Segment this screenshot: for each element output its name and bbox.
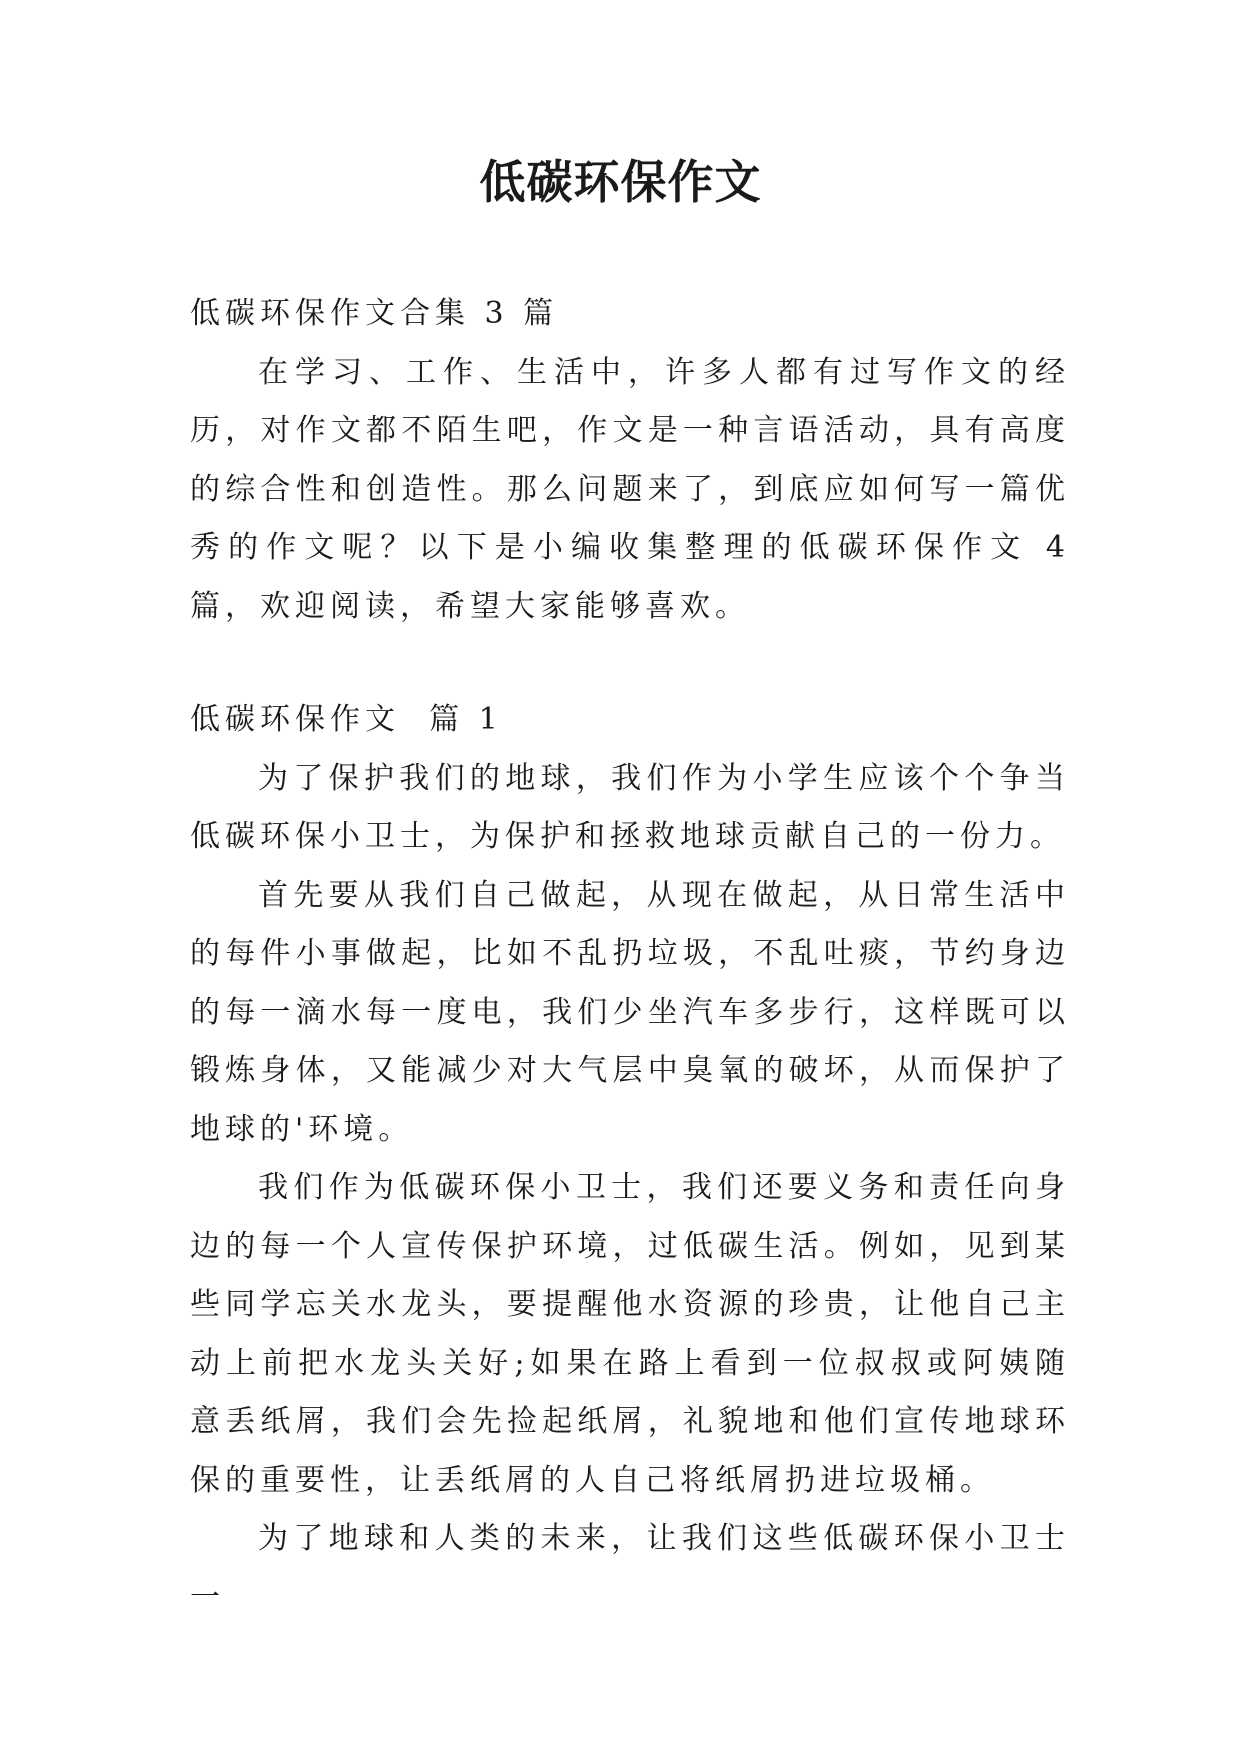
collection-subtitle: 低碳环保作文合集 3 篇 [190,296,559,331]
section-heading: 低碳环保作文 篇 1 [190,702,503,737]
intro-paragraph: 在学习、工作、生活中，许多人都有过写作文的经历，对作文都不陌生吧，作文是一种言语活动，具有高度的综合性和创造性。那么问题来了，到底应如何写一篇优秀的作文呢？以下是小编收集整理的低碳环保作文 4 篇，欢迎阅读，希望大家能够喜欢。 [190,354,1070,624]
document-title: 低碳环保作文 [479,155,762,209]
document-body [190,285,1070,1627]
body-paragraph: 首先要从我们自己做起，从现在做起，从日常生活中的每件小事做起，比如不乱扔垃圾，不乱吐痰，节约身边的每一滴水每一度电，我们少坐汽车多步行，这样既可以锻炼身体，又能减少对大气层中臭氧的破坏，从而保护了地球的'环境。 [190,877,1070,1147]
section-spacer [190,636,1070,691]
body-paragraph: 为了地球和人类的未来，让我们这些低碳环保小卫士一 [190,1521,1070,1615]
body-paragraph: 我们作为低碳环保小卫士，我们还要义务和责任向身边的每一个人宣传保护环境，过低碳生活。例如，见到某些同学忘关水龙头，要提醒他水资源的珍贵，让他自己主动上前把水龙头关好;如果在路上看到一位叔叔或阿姨随意丢纸屑，我们会先捡起纸屑，礼貌地和他们宣传地球环保的重要性，让丢纸屑的人自己将纸屑扔进垃圾桶。 [190,1170,1070,1498]
body-paragraph: 为了保护我们的地球，我们作为小学生应该个个争当低碳环保小卫士，为保护和拯救地球贡献自己的一份力。 [190,760,1070,854]
